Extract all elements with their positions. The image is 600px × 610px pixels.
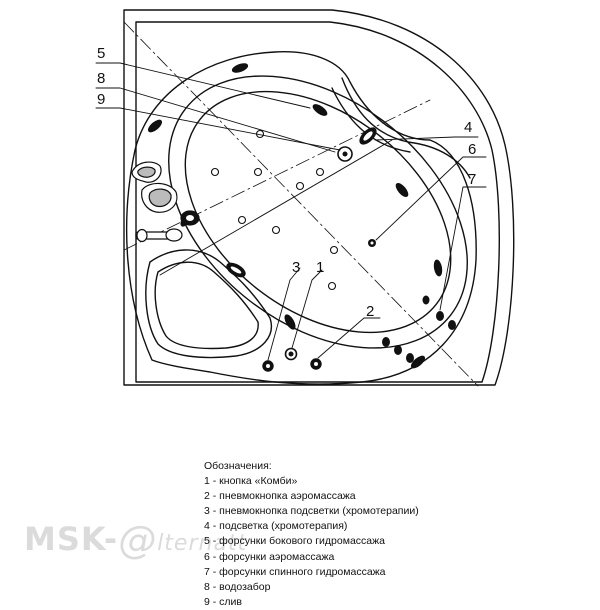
water-intake-center	[368, 239, 376, 247]
legend-item: 9 - слив	[204, 595, 242, 608]
back-jets	[382, 296, 456, 364]
callout-2: 2	[366, 303, 375, 320]
watermark-suffix: lternatt	[157, 531, 248, 556]
headrest-recess	[342, 78, 473, 178]
callout-9: 9	[97, 91, 106, 108]
callout-3: 3	[292, 259, 301, 276]
legend-item: 5 - форсунки бокового гидромассажа	[204, 535, 385, 548]
callout-8: 8	[97, 70, 106, 87]
drain	[338, 147, 352, 161]
legend	[204, 459, 419, 610]
callout-4: 4	[464, 119, 473, 136]
pneumo-buttons	[263, 349, 321, 372]
tub-deck-contour	[127, 52, 477, 384]
callout-1: 1	[316, 259, 325, 276]
watermark-prefix: MSK-	[24, 520, 119, 558]
legend-item: 7 - форсунки спинного гидромассажа	[204, 565, 386, 578]
watermark-at: @	[118, 518, 158, 562]
tub-inner-rim	[136, 22, 499, 382]
legend-item: 3 - пневмокнопка подсветки (хромотерапии)	[204, 505, 419, 518]
callout-5: 5	[97, 45, 106, 62]
legend-item: 2 - пневмокнопка аэромассажа	[204, 490, 356, 503]
legend-item: 4 - подсветка (хромотерапия)	[204, 520, 348, 533]
callout-6: 6	[468, 141, 477, 158]
legend-item: 8 - водозабор	[204, 580, 271, 593]
legend-title: Обозначения:	[204, 460, 272, 472]
callout-7: 7	[468, 171, 477, 188]
mixer-group	[132, 162, 199, 241]
legend-item: 1 - кнопка «Комби»	[204, 475, 298, 488]
bowl-outer	[117, 20, 520, 403]
legend-item: 6 - форсунки аэромассажа	[204, 550, 335, 563]
